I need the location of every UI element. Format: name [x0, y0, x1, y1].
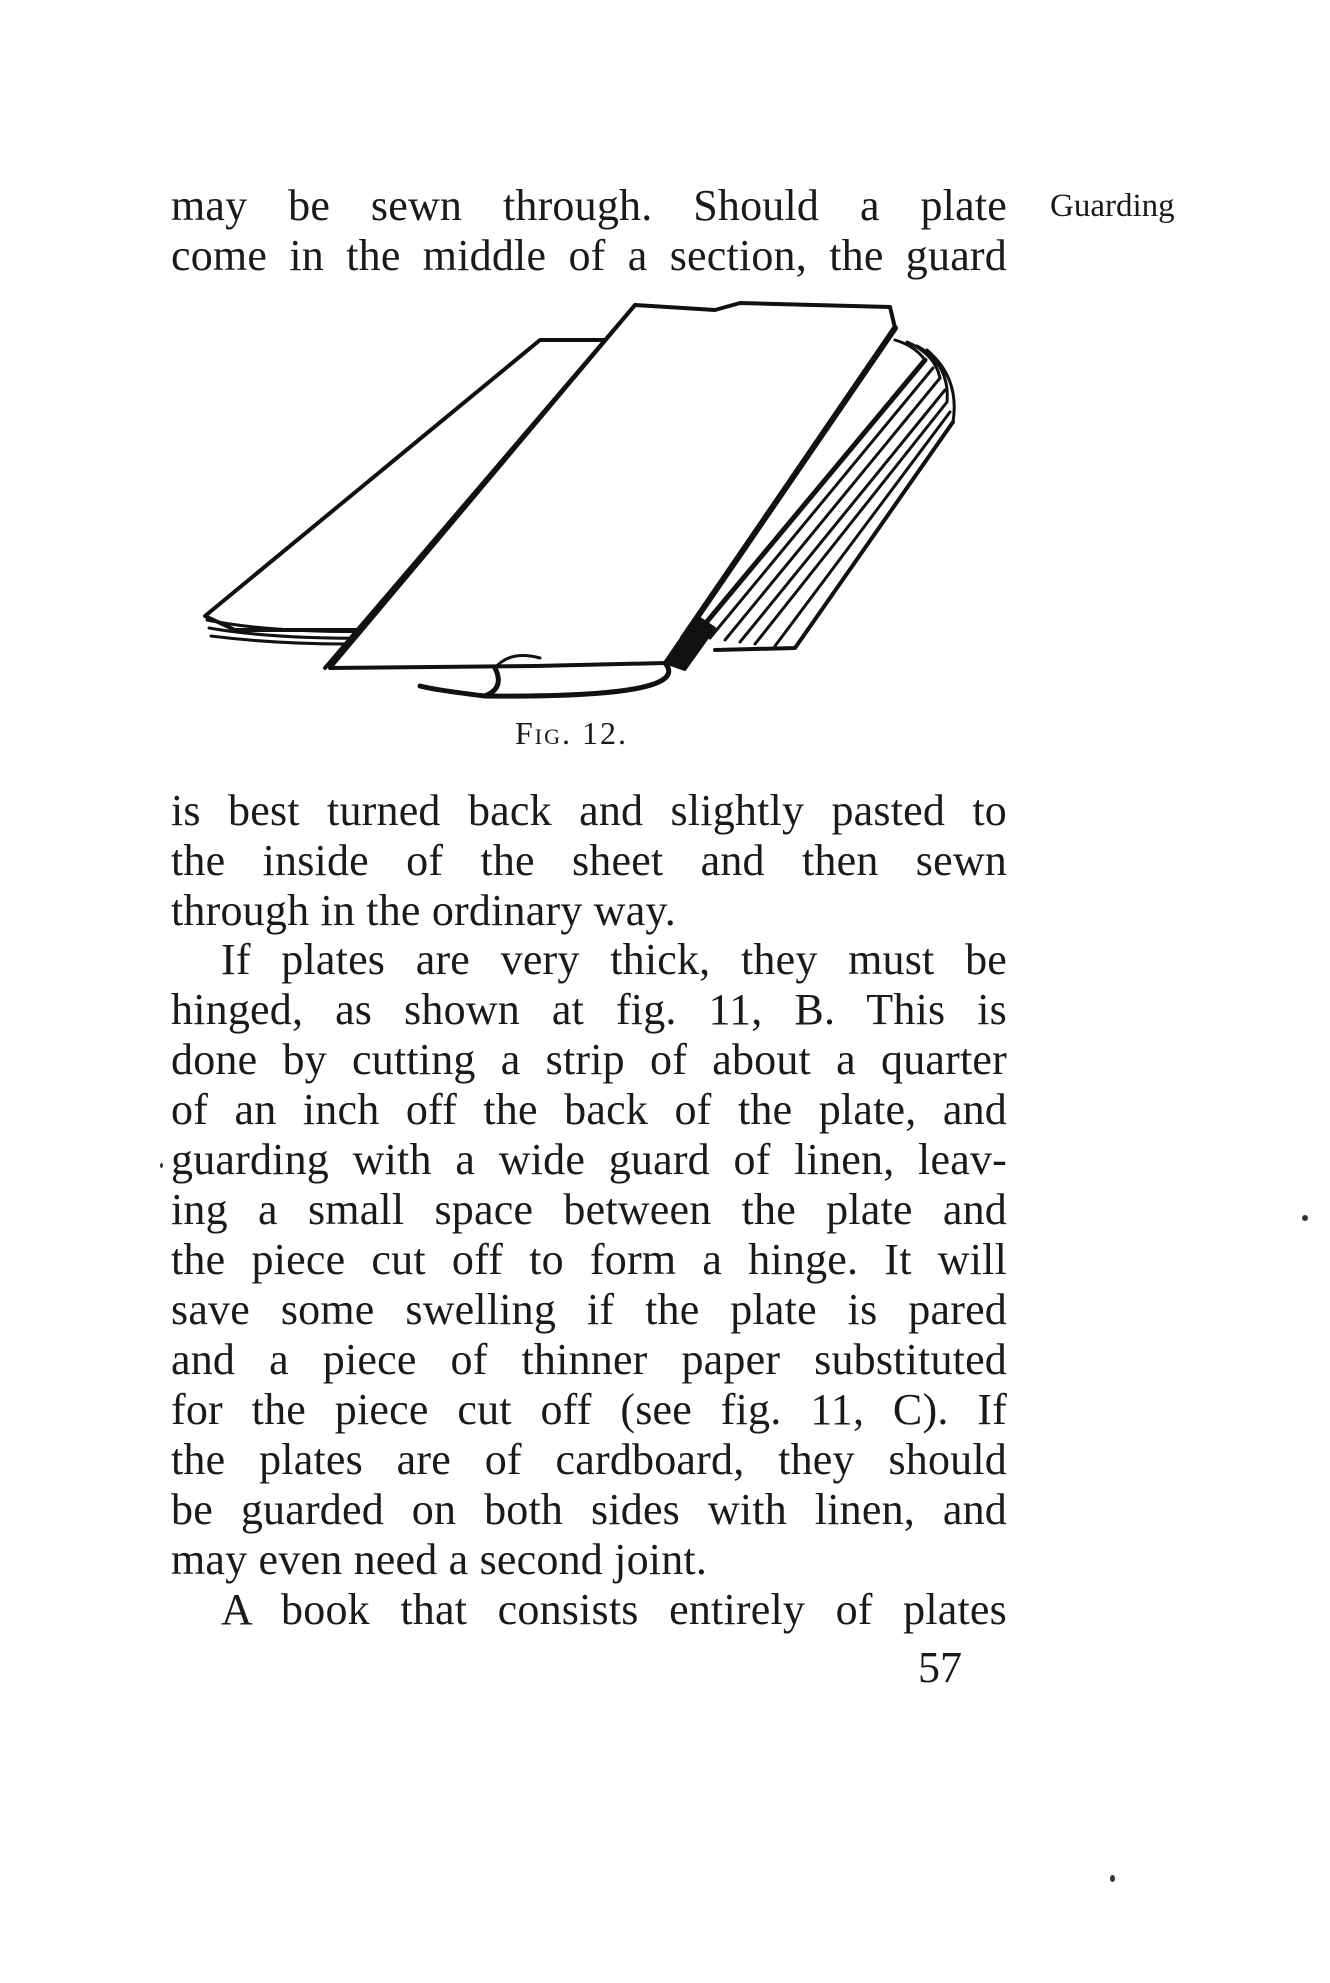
paper-speck: [160, 1163, 163, 1168]
text-line-5: through in the ordinary way.: [171, 886, 676, 935]
figure-caption: Fig. 12.: [515, 715, 629, 751]
figure-12-illustration: [195, 298, 995, 708]
margin-note: Guarding: [1050, 188, 1175, 224]
text-line-9: of an inch off the back of the plate, and: [171, 1085, 1007, 1134]
text-line-19: A book that consists entirely of plates: [221, 1585, 1007, 1634]
text-line-8: done by cutting a strip of about a quarter: [171, 1035, 1007, 1084]
text-line-18: may even need a second joint.: [171, 1535, 708, 1584]
text-line-15: for the piece cut off (see fig. 11, C). If: [171, 1385, 1007, 1434]
text-line-6: If plates are very thick, they must be: [221, 935, 1007, 984]
text-line-10: guarding with a wide guard of linen, leav-: [171, 1135, 1007, 1184]
text-line-11: ing a small space between the plate and: [171, 1185, 1007, 1234]
text-line-4: the inside of the sheet and then sewn: [171, 836, 1007, 885]
text-line-17: be guarded on both sides with linen, and: [171, 1485, 1007, 1534]
text-line-14: and a piece of thinner paper substituted: [171, 1335, 1007, 1384]
text-line-3: is best turned back and slightly pasted to: [171, 786, 1007, 835]
text-line-13: save some swelling if the plate is pared: [171, 1285, 1007, 1334]
page-number: 57: [918, 1643, 962, 1692]
paper-speck: [1110, 1875, 1115, 1882]
text-line-7: hinged, as shown at fig. 11, B. This is: [171, 985, 1007, 1034]
paper-speck: [1302, 1215, 1308, 1221]
text-line-12: the piece cut off to form a hinge. It will: [171, 1235, 1007, 1284]
text-line-1: may be sewn through. Should a plate: [171, 181, 1007, 230]
text-line-2: come in the middle of a section, the guard: [171, 231, 1007, 280]
text-line-16: the plates are of cardboard, they should: [171, 1435, 1007, 1484]
